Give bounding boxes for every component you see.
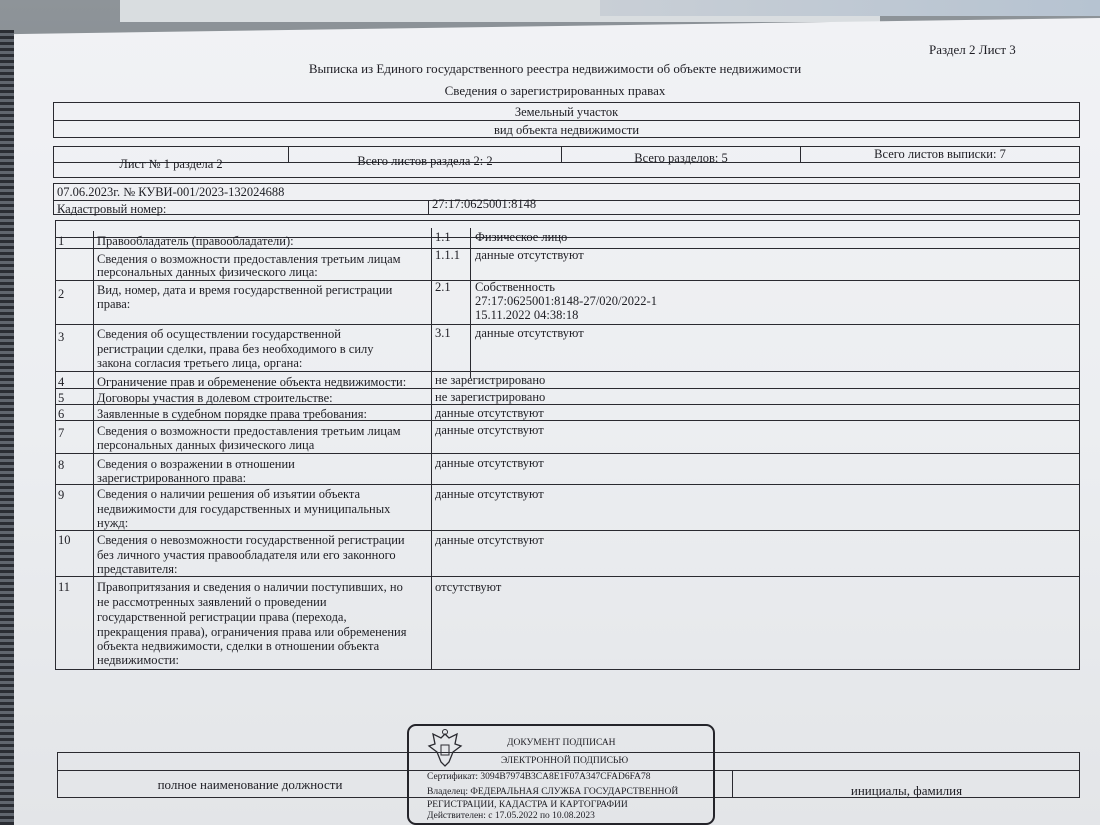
row-8-value: данные отсутствуют — [435, 456, 544, 470]
row-6-number: 6 — [58, 407, 65, 421]
row-8-label-line-1: Сведения о возражении в отношении — [97, 457, 295, 471]
row-9-label-line-3: нужд: — [97, 516, 129, 530]
row-7-number: 7 — [58, 426, 65, 440]
sheet-number: Лист № 1 раздела 2 — [119, 157, 223, 171]
doc-info-divider — [53, 200, 1080, 201]
row-1-1-1-label-line-2: персональных данных физического лица: — [97, 265, 318, 279]
row-11-label-line-1: Правопритязания и сведения о наличии поступивших, но — [97, 580, 403, 594]
row-10-label-line-2: без личного участия правообладателя или его законного — [97, 548, 396, 562]
row-2-label-line-1: Вид, номер, дата и время государственной регистрации — [97, 283, 393, 297]
stamp-owner-line-1: Владелец: ФЕДЕРАЛЬНАЯ СЛУЖБА ГОСУДАРСТВЕННОЙ — [427, 787, 679, 797]
row-1-1-1-label-line-1: Сведения о возможности предоставления третьим лицам — [97, 252, 401, 266]
row-11-label-line-6: недвижимости: — [97, 653, 179, 667]
row-3-label-line-1: Сведения об осуществлении государственной — [97, 327, 341, 341]
underlying-sheet-right — [600, 0, 1100, 16]
row-5-number: 5 — [58, 391, 65, 405]
row-11-label-line-4: прекращения права), ограничения права или обременения — [97, 625, 407, 639]
row-6-value: данные отсутствуют — [435, 406, 544, 420]
row-1-number: 1 — [58, 234, 65, 248]
row-line-11 — [55, 576, 1080, 577]
signature-sep — [732, 770, 733, 798]
row-6-label: Заявленные в судебном порядке права требования: — [97, 407, 367, 421]
col-sep-number — [93, 231, 94, 670]
row-2-sub: 2.1 — [435, 280, 451, 294]
col-sep-label — [431, 228, 432, 670]
object-type-divider — [53, 120, 1080, 121]
row-9-label-line-2: недвижимости для государственных и муниципальных — [97, 502, 391, 516]
sheet-info-sep-1 — [288, 146, 289, 163]
row-1-1-1-sub: 1.1.1 — [435, 248, 460, 262]
stamp-certificate: Сертификат: 3094B7974B3CA8E1F07A347CFAD6FA78 — [427, 772, 651, 782]
row-line-3 — [55, 324, 1080, 325]
row-10-value: данные отсутствуют — [435, 533, 544, 547]
row-8-number: 8 — [58, 458, 65, 472]
row-4-value: не зарегистрировано — [435, 373, 546, 387]
row-4-number: 4 — [58, 375, 65, 389]
row-3-number: 3 — [58, 330, 65, 344]
row-2-value-line-3: 15.11.2022 04:38:18 — [475, 308, 579, 322]
row-5-value: не зарегистрировано — [435, 390, 546, 404]
row-7-value: данные отсутствуют — [435, 423, 544, 437]
cadastral-label: Кадастровый номер: — [57, 202, 167, 216]
row-2-label-line-2: права: — [97, 297, 131, 311]
stamp-valid: Действителен: с 17.05.2022 по 10.08.2023 — [427, 811, 595, 821]
row-3-value: данные отсутствуют — [475, 326, 584, 340]
name-caption: инициалы, фамилия — [850, 783, 963, 798]
row-9-label-line-1: Сведения о наличии решения об изъятии объекта — [97, 487, 361, 501]
row-2-value-line-2: 27:17:0625001:8148-27/020/2022-1 — [475, 294, 657, 308]
row-1-value: Физическое лицо — [475, 230, 568, 244]
document-title: Выписка из Единого государственного реестра недвижимости об объекте недвижимости — [308, 61, 802, 76]
section-sheets-total: Всего листов раздела 2: 2 — [357, 154, 493, 168]
row-7-label-line-2: персональных данных физического лица — [97, 438, 315, 452]
row-10-number: 10 — [58, 533, 71, 547]
row-1-1-1-value: данные отсутствуют — [475, 248, 584, 262]
sheet-info-sep-3 — [800, 146, 801, 163]
eagle-emblem-icon — [427, 728, 463, 768]
row-10-label-line-1: Сведения о невозможности государственной регистрации — [97, 533, 405, 547]
row-line-4 — [55, 371, 1080, 372]
row-3-label-line-3: закона согласия третьего лица, органа: — [97, 356, 303, 370]
row-9-value: данные отсутствуют — [435, 487, 544, 501]
section-sheet-label: Раздел 2 Лист 3 — [929, 42, 1016, 57]
row-8-label-line-2: зарегистрированного права: — [97, 471, 247, 485]
date-number: 07.06.2023г. № КУВИ-001/2023-132024688 — [57, 185, 285, 199]
row-9-number: 9 — [58, 488, 65, 502]
row-11-label-line-3: государственной регистрации права (перехода, — [97, 610, 347, 624]
row-line-8 — [55, 453, 1080, 454]
row-11-number: 11 — [58, 580, 71, 594]
cadastral-sep — [428, 200, 429, 215]
col-sep-sub — [470, 228, 471, 378]
object-type-caption: вид объекта недвижимости — [493, 123, 640, 137]
row-10-label-line-3: представителя: — [97, 562, 178, 576]
sections-total: Всего разделов: 5 — [634, 151, 728, 165]
electronic-signature-stamp — [407, 724, 715, 825]
extract-sheets-total: Всего листов выписки: 7 — [874, 147, 1006, 161]
position-caption: полное наименование должности — [157, 777, 343, 792]
stamp-line-1: ДОКУМЕНТ ПОДПИСАН — [507, 738, 616, 748]
row-7-label-line-1: Сведения о возможности предоставления третьим лицам — [97, 424, 401, 438]
row-2-number: 2 — [58, 287, 65, 301]
row-3-sub: 3.1 — [435, 326, 451, 340]
row-11-label-line-2: не рассмотренных заявлений о проведении — [97, 595, 327, 609]
stamp-owner-line-2: РЕГИСТРАЦИИ, КАДАСТРА И КАРТОГРАФИИ — [427, 800, 628, 810]
stamp-line-2: ЭЛЕКТРОННОЙ ПОДПИСЬЮ — [501, 756, 629, 766]
row-3-label-line-2: регистрации сделки, права без необходимого в силу — [97, 342, 374, 356]
row-line-2 — [55, 280, 1080, 281]
document-subtitle: Сведения о зарегистрированных правах — [444, 83, 666, 98]
row-4-label: Ограничение прав и обременение объекта недвижимости: — [97, 375, 407, 389]
row-1-sub: 1.1 — [435, 230, 451, 244]
row-5-label: Договоры участия в долевом строительстве: — [97, 391, 333, 405]
binder-edge — [0, 30, 14, 825]
row-line-10 — [55, 530, 1080, 531]
object-type: Земельный участок — [514, 105, 619, 119]
cadastral-number: 27:17:0625001:8148 — [432, 197, 537, 211]
row-11-label-line-5: объекта недвижимости, сделки в отношении объекта — [97, 639, 380, 653]
sheet-info-sep-2 — [561, 146, 562, 163]
row-11-value: отсутствуют — [435, 580, 502, 594]
row-2-value-line-1: Собственность — [475, 280, 555, 294]
row-1-label: Правообладатель (правообладатели): — [97, 234, 294, 248]
